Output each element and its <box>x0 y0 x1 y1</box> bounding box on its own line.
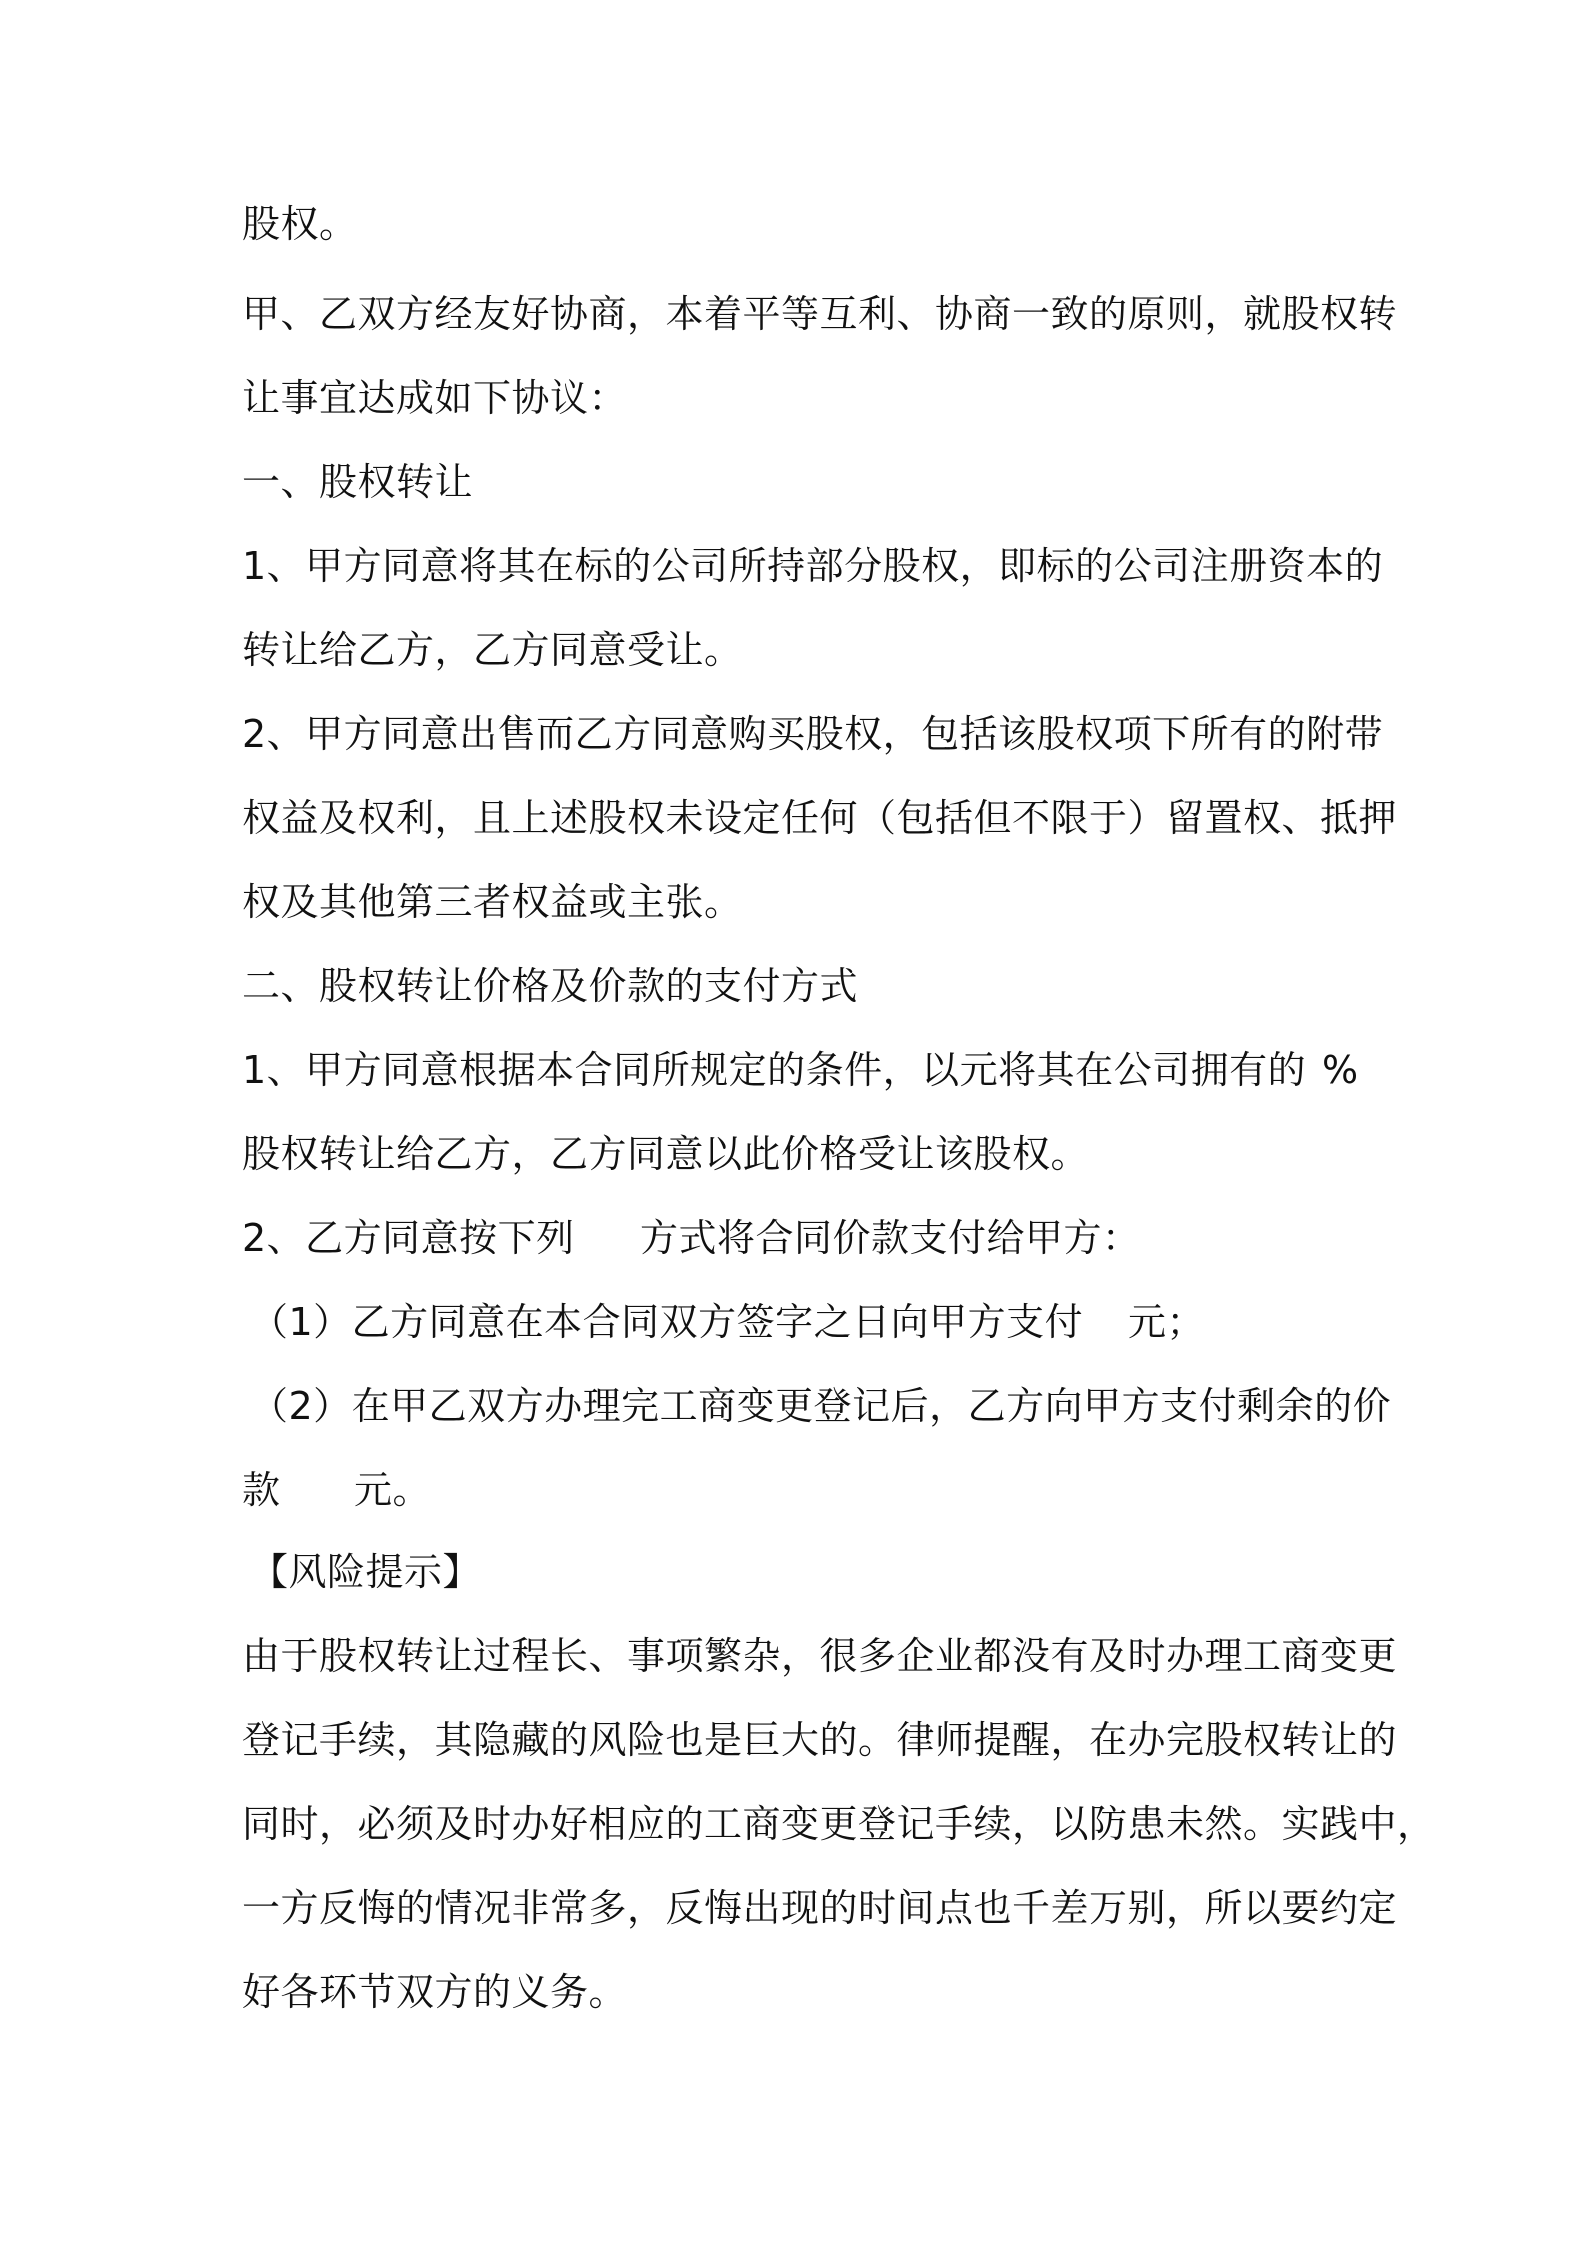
risk-notice-heading: 【风险提示】 <box>250 1550 482 1594</box>
paragraph-line: 同时，必须及时办好相应的工商变更登记手续，以防患未然。实践中， <box>242 1802 1436 1846</box>
percent-sign: % <box>1322 1048 1359 1092</box>
paragraph-line: 1、甲方同意根据本合同所规定的条件，以元将其在公司拥有的 <box>242 1048 1307 1092</box>
paragraph-line: 2、乙方同意按下列 <box>242 1216 575 1260</box>
paragraph-line: 股权转让给乙方，乙方同意以此价格受让该股权。 <box>242 1132 1090 1176</box>
paragraph-line: 权益及权利，且上述股权未设定任何（包括但不限于）留置权、抵押 <box>242 796 1398 840</box>
paragraph-line: 甲、乙双方经友好协商，本着平等互利、协商一致的原则，就股权转 <box>242 292 1398 336</box>
paragraph-line: 一方反悔的情况非常多，反悔出现的时间点也千差万别，所以要约定 <box>242 1886 1398 1930</box>
paragraph-line: 1、甲方同意将其在标的公司所持部分股权，即标的公司注册资本的 <box>242 544 1384 588</box>
paragraph-line: 转让给乙方，乙方同意受让。 <box>242 628 743 672</box>
paragraph-line: 让事宜达成如下协议： <box>242 376 628 420</box>
section-heading: 一、股权转让 <box>242 460 474 504</box>
paragraph-line: 登记手续，其隐藏的风险也是巨大的。律师提醒，在办完股权转让的 <box>242 1718 1398 1762</box>
paragraph-line: 元； <box>1128 1300 1206 1344</box>
paragraph-line: 由于股权转让过程长、事项繁杂，很多企业都没有及时办理工商变更 <box>242 1634 1398 1678</box>
paragraph-line: 元。 <box>354 1468 432 1512</box>
paragraph-line: 款 <box>242 1468 281 1512</box>
section-heading: 二、股权转让价格及价款的支付方式 <box>242 964 859 1008</box>
paragraph-line: 权及其他第三者权益或主张。 <box>242 880 743 924</box>
paragraph-line: （2）在甲乙双方办理完工商变更登记后，乙方向甲方支付剩余的价 <box>250 1384 1392 1428</box>
paragraph-line: 2、甲方同意出售而乙方同意购买股权，包括该股权项下所有的附带 <box>242 712 1384 756</box>
paragraph-line: 好各环节双方的义务。 <box>242 1970 628 2014</box>
paragraph-line: 股权。 <box>242 202 358 246</box>
paragraph-line: 方式将合同价款支付给甲方： <box>640 1216 1141 1260</box>
paragraph-line: （1）乙方同意在本合同双方签字之日向甲方支付 <box>250 1300 1084 1344</box>
